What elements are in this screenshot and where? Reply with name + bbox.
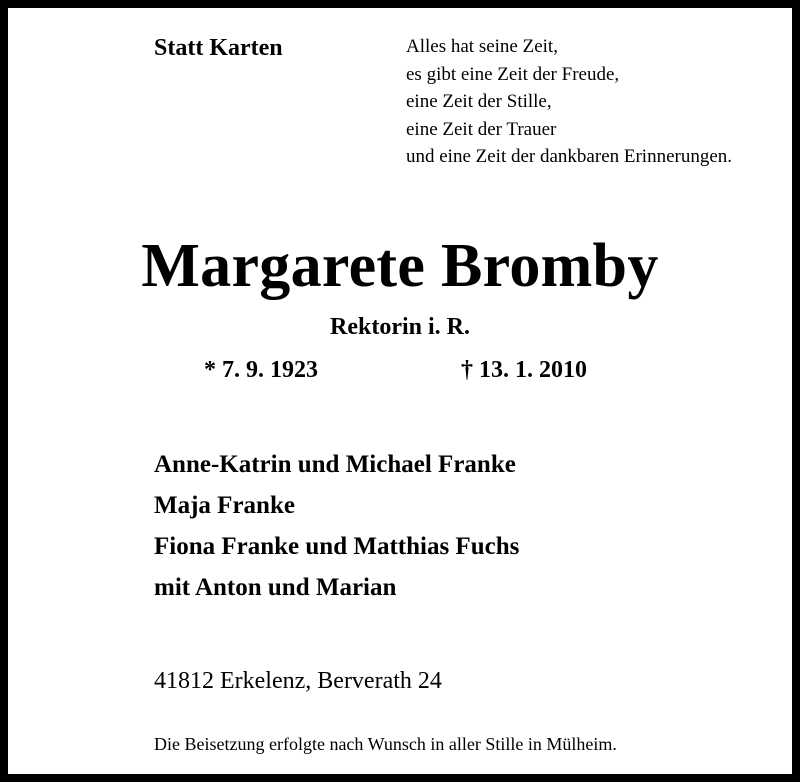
- birth-date: 7. 9. 1923: [222, 357, 318, 383]
- poem-line: Alles hat seine Zeit,: [406, 36, 558, 57]
- birth-star-icon: *: [204, 357, 216, 383]
- poem-line: eine Zeit der Stille,: [406, 91, 552, 112]
- mourner-address: 41812 Erkelenz, Berverath 24: [154, 668, 442, 694]
- mourner-line: mit Anton und Marian: [154, 574, 397, 601]
- deceased-title: Rektorin i. R.: [330, 314, 470, 340]
- poem-line: und eine Zeit der dankbaren Erinnerungen.: [406, 146, 733, 167]
- poem-line: es gibt eine Zeit der Freude,: [406, 63, 620, 85]
- poem: [406, 33, 732, 171]
- death-date: 13. 1. 2010: [479, 357, 587, 383]
- mourners-list: [154, 444, 519, 608]
- burial-note: Die Beisetzung erfolgte nach Wunsch in aller Stille in Mülheim.: [154, 734, 617, 754]
- death-date-line: [461, 357, 587, 384]
- birth-date-line: [204, 357, 318, 384]
- mourner-line: Anne-Katrin und Michael Franke: [154, 451, 516, 478]
- poem-line: eine Zeit der Trauer: [406, 118, 557, 140]
- deceased-name: Margarete Bromby: [141, 232, 659, 300]
- death-cross-icon: †: [461, 357, 473, 383]
- statt-karten-label: Statt Karten: [154, 35, 283, 61]
- mourner-line: Fiona Franke und Matthias Fuchs: [154, 533, 520, 560]
- mourner-line: Maja Franke: [154, 492, 295, 519]
